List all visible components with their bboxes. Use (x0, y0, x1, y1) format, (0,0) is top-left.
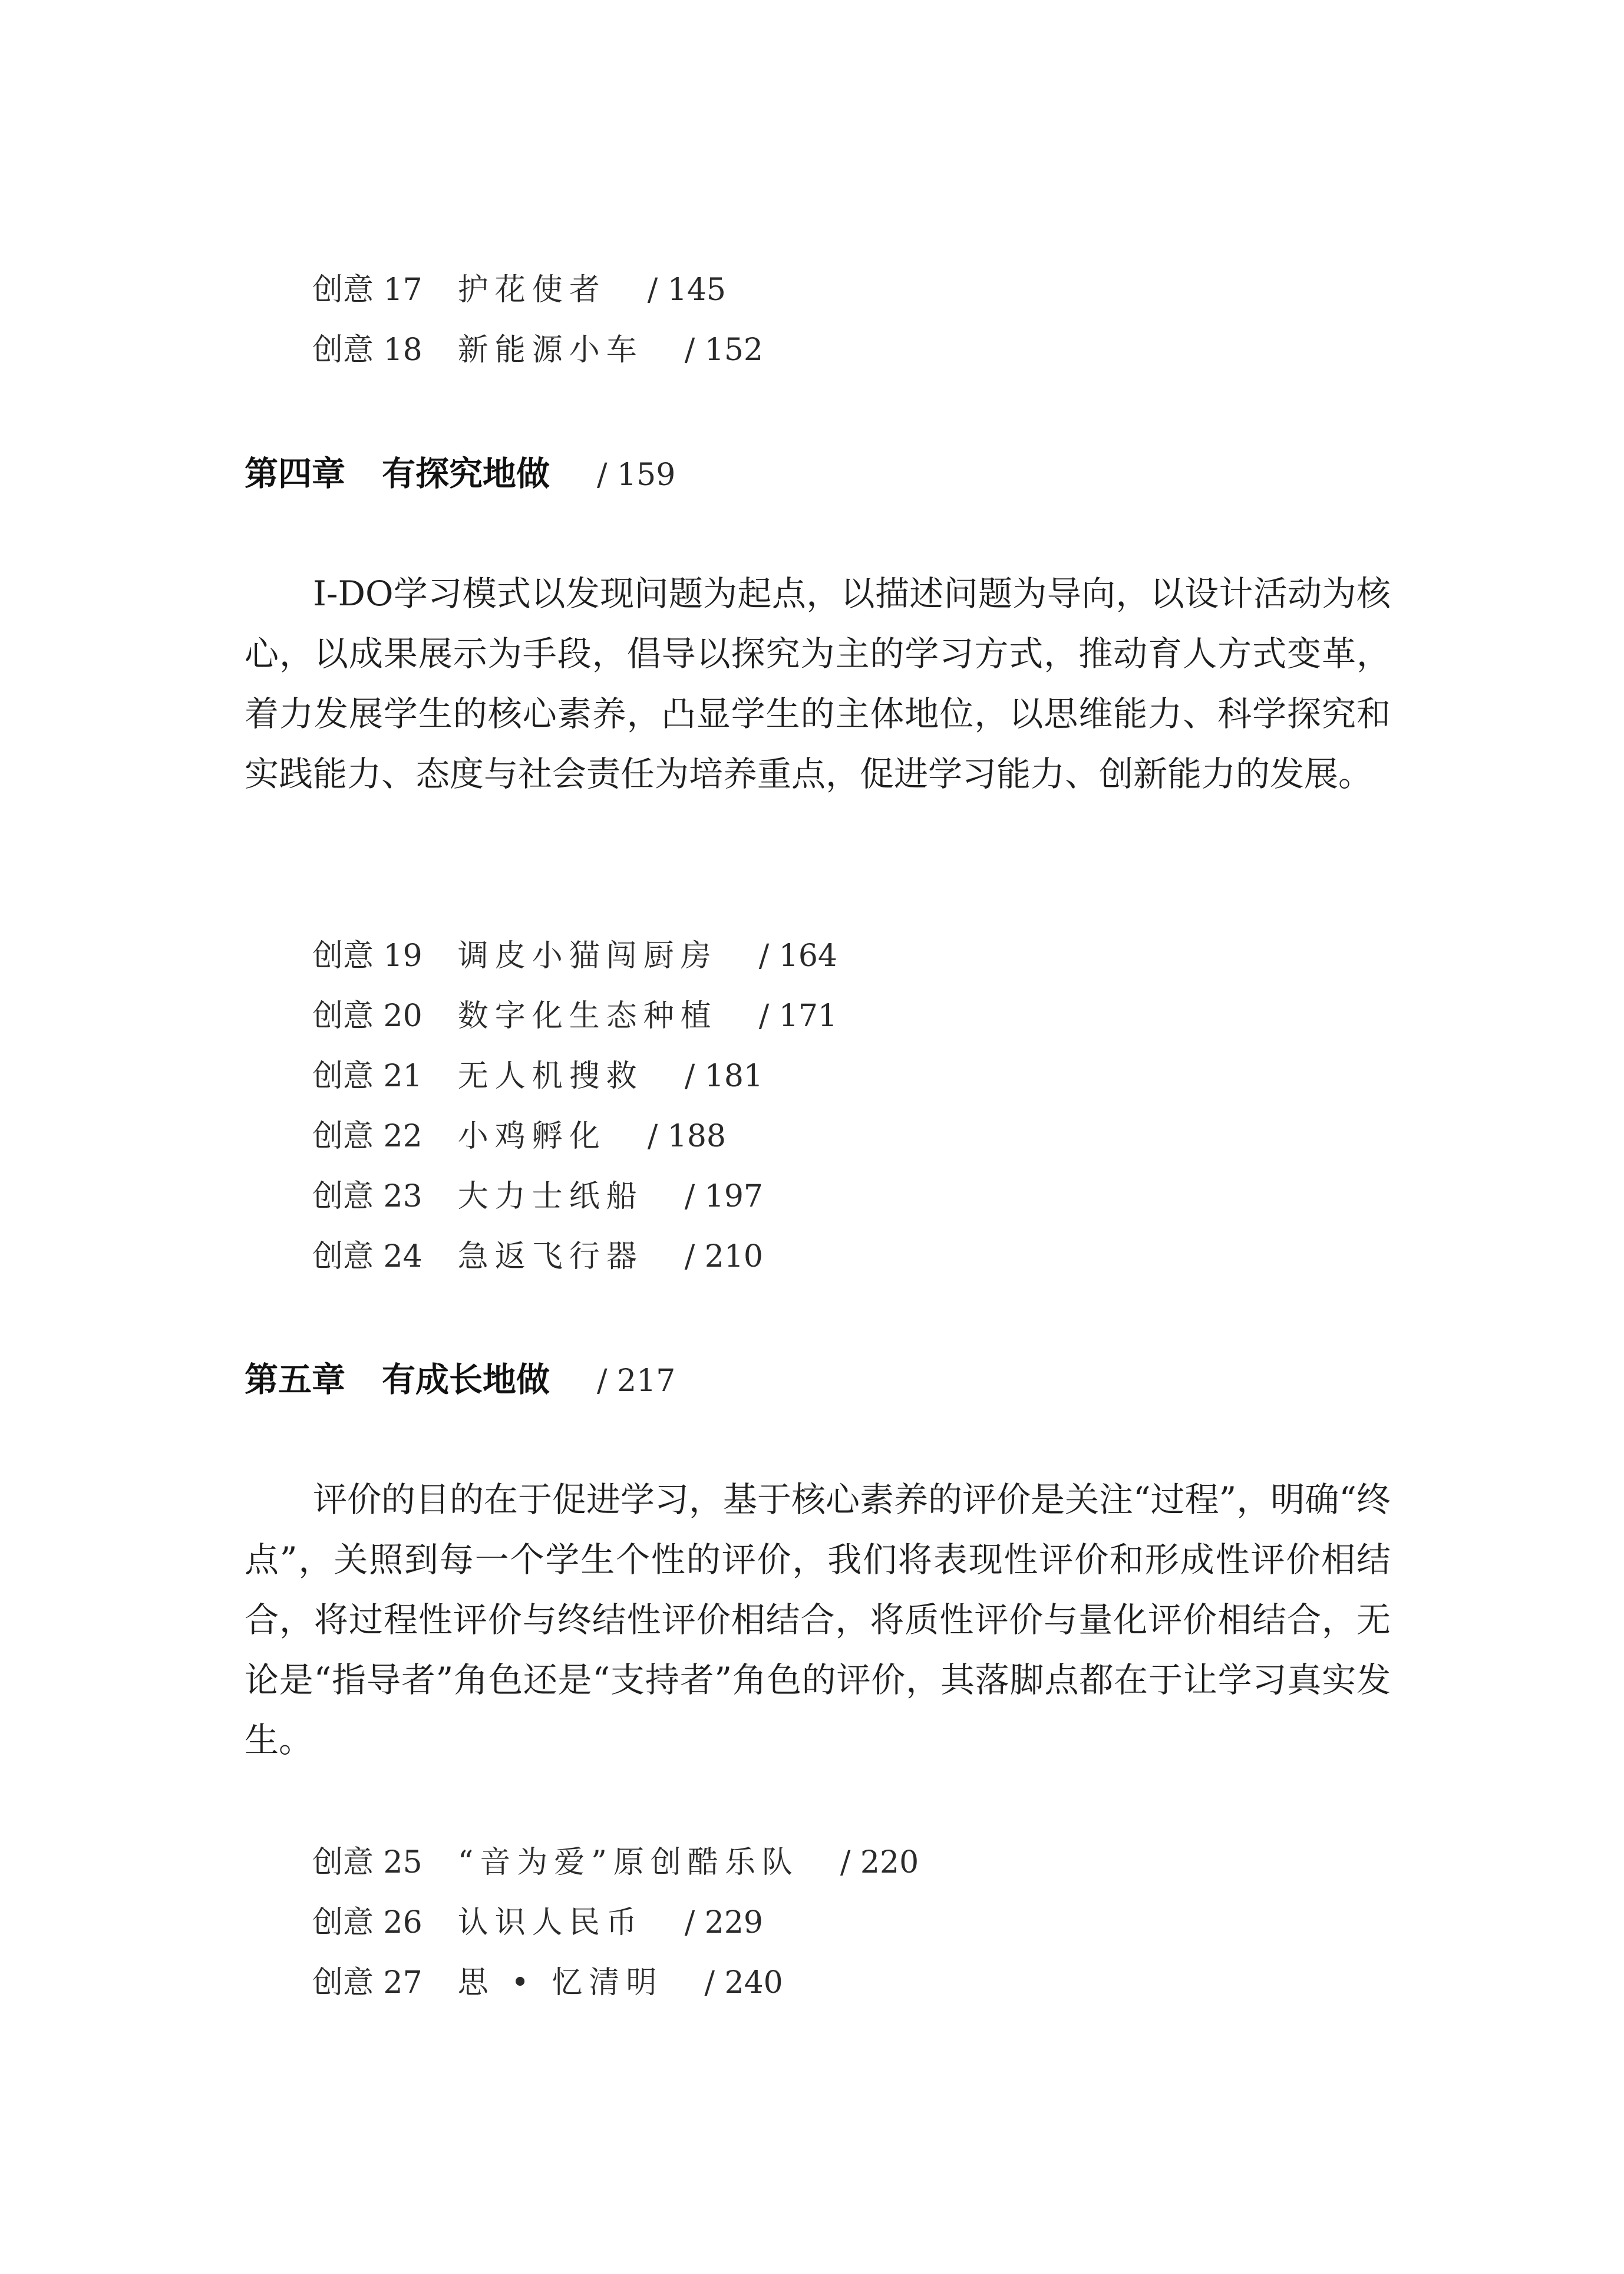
entry-page: / 145 (647, 272, 727, 308)
entry-label: 创意 18 (312, 332, 422, 368)
entry-title: 无人机搜救 (457, 1059, 643, 1094)
toc-entry-19[interactable] (312, 932, 837, 980)
entry-page: / 220 (840, 1845, 919, 1880)
toc-entry-22[interactable] (312, 1113, 726, 1160)
entry-label: 创意 26 (312, 1905, 422, 1940)
entry-label: 创意 23 (312, 1179, 422, 1214)
entry-label: 创意 22 (312, 1119, 422, 1154)
entry-label: 创意 17 (312, 272, 422, 308)
entry-title: 急返飞行器 (457, 1239, 643, 1274)
chapter-4-intro: I-DO学习模式以发现问题为起点，以描述问题为导向，以设计活动为核心，以成果展示为手段，倡导以探究为主的学习方式，推动育人方式变革，着力发展学生的核心素养，凸显学生的主体地位，以思维能力、科学探究和实践能力、态度与社会责任为培养重点，促进学习能力、创新能力的发展。 (245, 574, 1391, 794)
entry-label: 创意 25 (312, 1845, 422, 1880)
toc-entry-17[interactable] (312, 266, 726, 314)
chapter-page: / 217 (597, 1363, 676, 1399)
toc-entry-18[interactable] (312, 327, 763, 374)
toc-entry-24[interactable] (312, 1233, 763, 1280)
entry-page: / 188 (647, 1119, 727, 1154)
chapter-title: 有成长地做 (382, 1360, 550, 1399)
entry-label: 创意 20 (312, 998, 422, 1034)
entry-page: / 152 (684, 332, 764, 368)
entry-label: 创意 19 (312, 938, 422, 974)
chapter-label: 第五章 (245, 1360, 345, 1399)
chapter-page: / 159 (597, 457, 676, 493)
entry-title: 认识人民币 (457, 1905, 643, 1940)
toc-entry-21[interactable] (312, 1053, 763, 1100)
entry-label: 创意 24 (312, 1239, 422, 1274)
entry-label: 创意 27 (312, 1965, 422, 2001)
entry-label: 创意 21 (312, 1059, 422, 1094)
entry-page: / 181 (684, 1059, 764, 1094)
toc-entry-27[interactable] (312, 1959, 783, 2006)
chapter-title: 有探究地做 (382, 454, 550, 493)
toc-entry-25[interactable] (312, 1839, 919, 1886)
entry-title: 思 • 忆清明 (457, 1965, 664, 2001)
entry-title: 数字化生态种植 (457, 998, 718, 1034)
entry-page: / 210 (684, 1239, 764, 1274)
entry-page: / 240 (704, 1965, 783, 2001)
chapter-5-heading[interactable] (245, 1353, 675, 1406)
entry-page: / 171 (758, 998, 838, 1034)
toc-entry-20[interactable] (312, 993, 837, 1040)
entry-title: 新能源小车 (457, 332, 643, 368)
toc-entry-26[interactable] (312, 1899, 763, 1946)
entry-page: / 229 (684, 1905, 764, 1940)
entry-title: 小鸡孵化 (457, 1119, 606, 1154)
entry-title: “音为爱”原创酷乐队 (457, 1845, 799, 1880)
entry-title: 大力士纸船 (457, 1179, 643, 1214)
entry-page: / 164 (758, 938, 838, 974)
chapter-5-intro: 评价的目的在于促进学习，基于核心素养的评价是关注“过程”，明确“终点”，关照到每一个学生个性的评价，我们将表现性评价和形成性评价相结合，将过程性评价与终结性评价相结合，将质性评价与量化评价相结合，无论是“指导者”角色还是“支持者”角色的评价，其落脚点都在于让学习真实发生。 (245, 1479, 1391, 1760)
entry-title: 护花使者 (457, 272, 606, 308)
toc-entry-23[interactable] (312, 1173, 763, 1220)
chapter-label: 第四章 (245, 454, 345, 493)
chapter-4-heading[interactable] (245, 447, 675, 500)
entry-page: / 197 (684, 1179, 764, 1214)
entry-title: 调皮小猫闯厨房 (457, 938, 718, 974)
